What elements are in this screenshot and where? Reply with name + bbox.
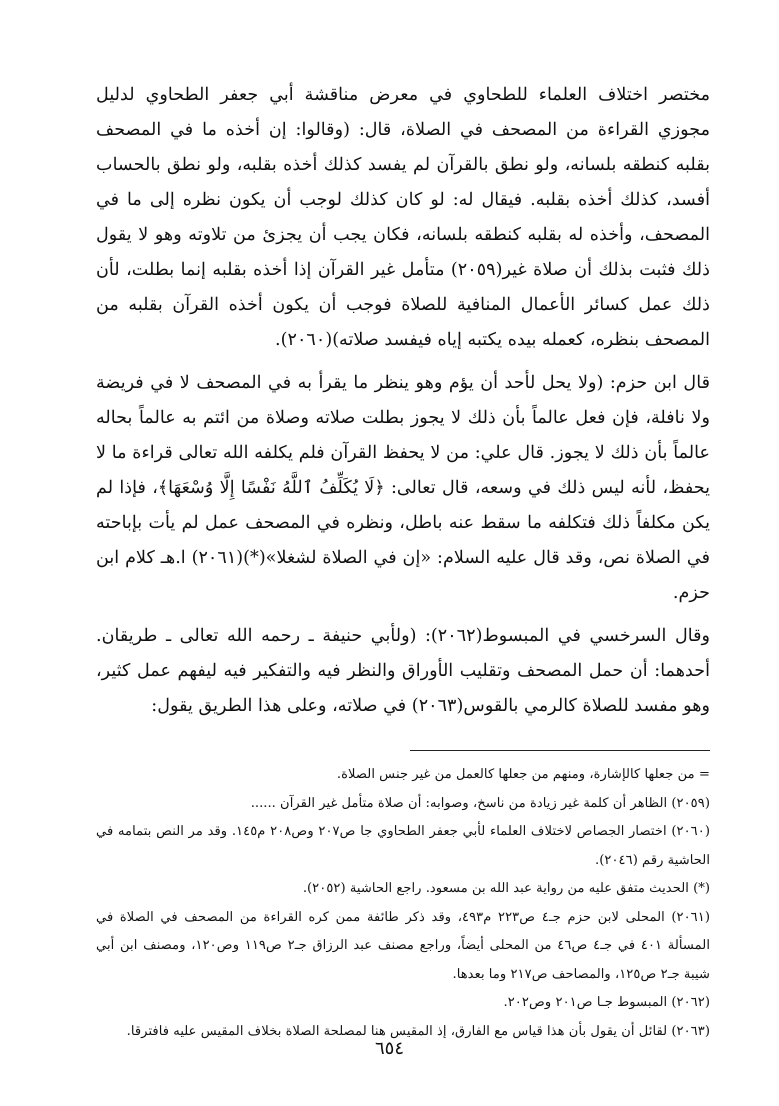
body-paragraph: وقال السرخسي في المبسوط(٢٠٦٢): (ولأبي حنيفة ـ رحمه الله تعالى ـ طريقان. أحدهما: أن حمل المصحف وتقليب الأوراق والنظر فيه والتفكير فيه ليفهم عمل كثير، وهو مفسد للصلاة كالرمي بالقوس(٢٠٦٣) في صلاته، وعلى هذا الطريق يقول: [96,626,710,716]
footnote: (*) الحديث متفق عليه من رواية عبد الله بن مسعود. راجع الحاشية (٢٠٥٢). [302,881,710,896]
footnote: (٢٠٥٩) الظاهر أن كلمة غير زيادة من ناسخ، وصوابه: أن صلاة متأمل غير القرآن ...... [250,795,710,811]
document-page [96,78,710,1046]
footnotes [96,761,710,1046]
footnote: = من جعلها كالإشارة، ومنهم من جعلها كالعمل من غير جنس الصلاة. [336,767,710,782]
main-text [96,78,710,724]
footnote: (٢٠٦٢) المبسوط جـا ص٢٠١ وص٢٠٢. [503,995,710,1010]
footnote: (٢٠٦١) المحلى لابن حزم جـ٤ ص٢٢٣ م٤٩٣، وقد ذكر طائفة ممن كره القراءة من المصحف في الصلاة في المسألة ٤٠١ في جـ٤ ص٤٦ من المحلى أيضاً، وراجع مصنف عبد الرزاق جـ٢ ص١١٩ وص١٢٠، ومصنف ابن أبي شيبة جـ٢ ص١٢٥، والمصاحف ص٢١٧ وما بعدها. [96,909,711,982]
body-paragraph: قال ابن حزم: (ولا يحل لأحد أن يؤم وهو ينظر ما يقرأ به في المصحف لا في فريضة ولا نافلة، فإن فعل عالماً بأن ذلك لا يجوز بطلت صلاته وصلاة من ائتم به عالماً بحاله عالماً بأن ذلك لا يجوز. قال علي: من لا يحفظ القرآن فلم يكلفه الله تعالى قراءة ما لا يحفظ، لأنه ليس ذلك في وسعه، قال تعالى: ﴿لَا يُكَلِّفُ ٱللَّهُ نَفْسًا إِلَّا وُسْعَهَا﴾، فإذا لم يكن مكلفاً ذلك فتكلفه ما سقط عنه باطل، ونظره في المصحف عمل لم يأت بإباحته في الصلاة نص، وقد قال عليه السلام: «إن في الصلاة لشغلا»(*)(٢٠٦١) ا.هـ كلام ابن حزم. [96,373,711,603]
footnote-divider [410,750,710,751]
footnote: (٢٠٦٠) اختصار الجصاص لاختلاف العلماء لأبي جعفر الطحاوي جا ص٢٠٧ وص٢٠٨ م١٤٥. وقد مر النص بتمامه في الحاشية رقم (٢٠٤٦). [96,824,710,868]
body-paragraph: مختصر اختلاف العلماء للطحاوي في معرض مناقشة أبي جعفر الطحاوي لدليل مجوزي القراءة من المصحف في الصلاة، قال: (وقالوا: إن أخذه ما في المصحف بقلبه كنطقه بلسانه، ولو نطق بالقرآن لم يفسد كذلك أخذه بقلبه، ولو نطق بالحساب أفسد، كذلك أخذه بقلبه. فيقال له: لو كان كذلك لوجب أن يكون نظره إلى ما في المصحف، وأخذه له بقلبه كنطقه بلسانه، فكان يجب أن يجزئ من تلاوته وهو لا يقول ذلك فثبت بذلك أن صلاة غير(٢٠٥٩) متأمل غير القرآن إذا أخذه بقلبه إنما بطلت، لأن ذلك عمل كسائر الأعمال المنافية للصلاة فوجب أن يكون أخذه القرآن بقلبه من المصحف بنظره، كعمله بيده يكتبه إياه فيفسد صلاته)(٢٠٦٠). [96,85,710,350]
page-number: ٦٥٤ [374,1038,404,1059]
footnote: (٢٠٦٣) لقائل أن يقول بأن هذا قياس مع الفارق، إذ المقيس هنا لمصلحة الصلاة بخلاف المقيس عليه فافترقا. [126,1023,710,1039]
